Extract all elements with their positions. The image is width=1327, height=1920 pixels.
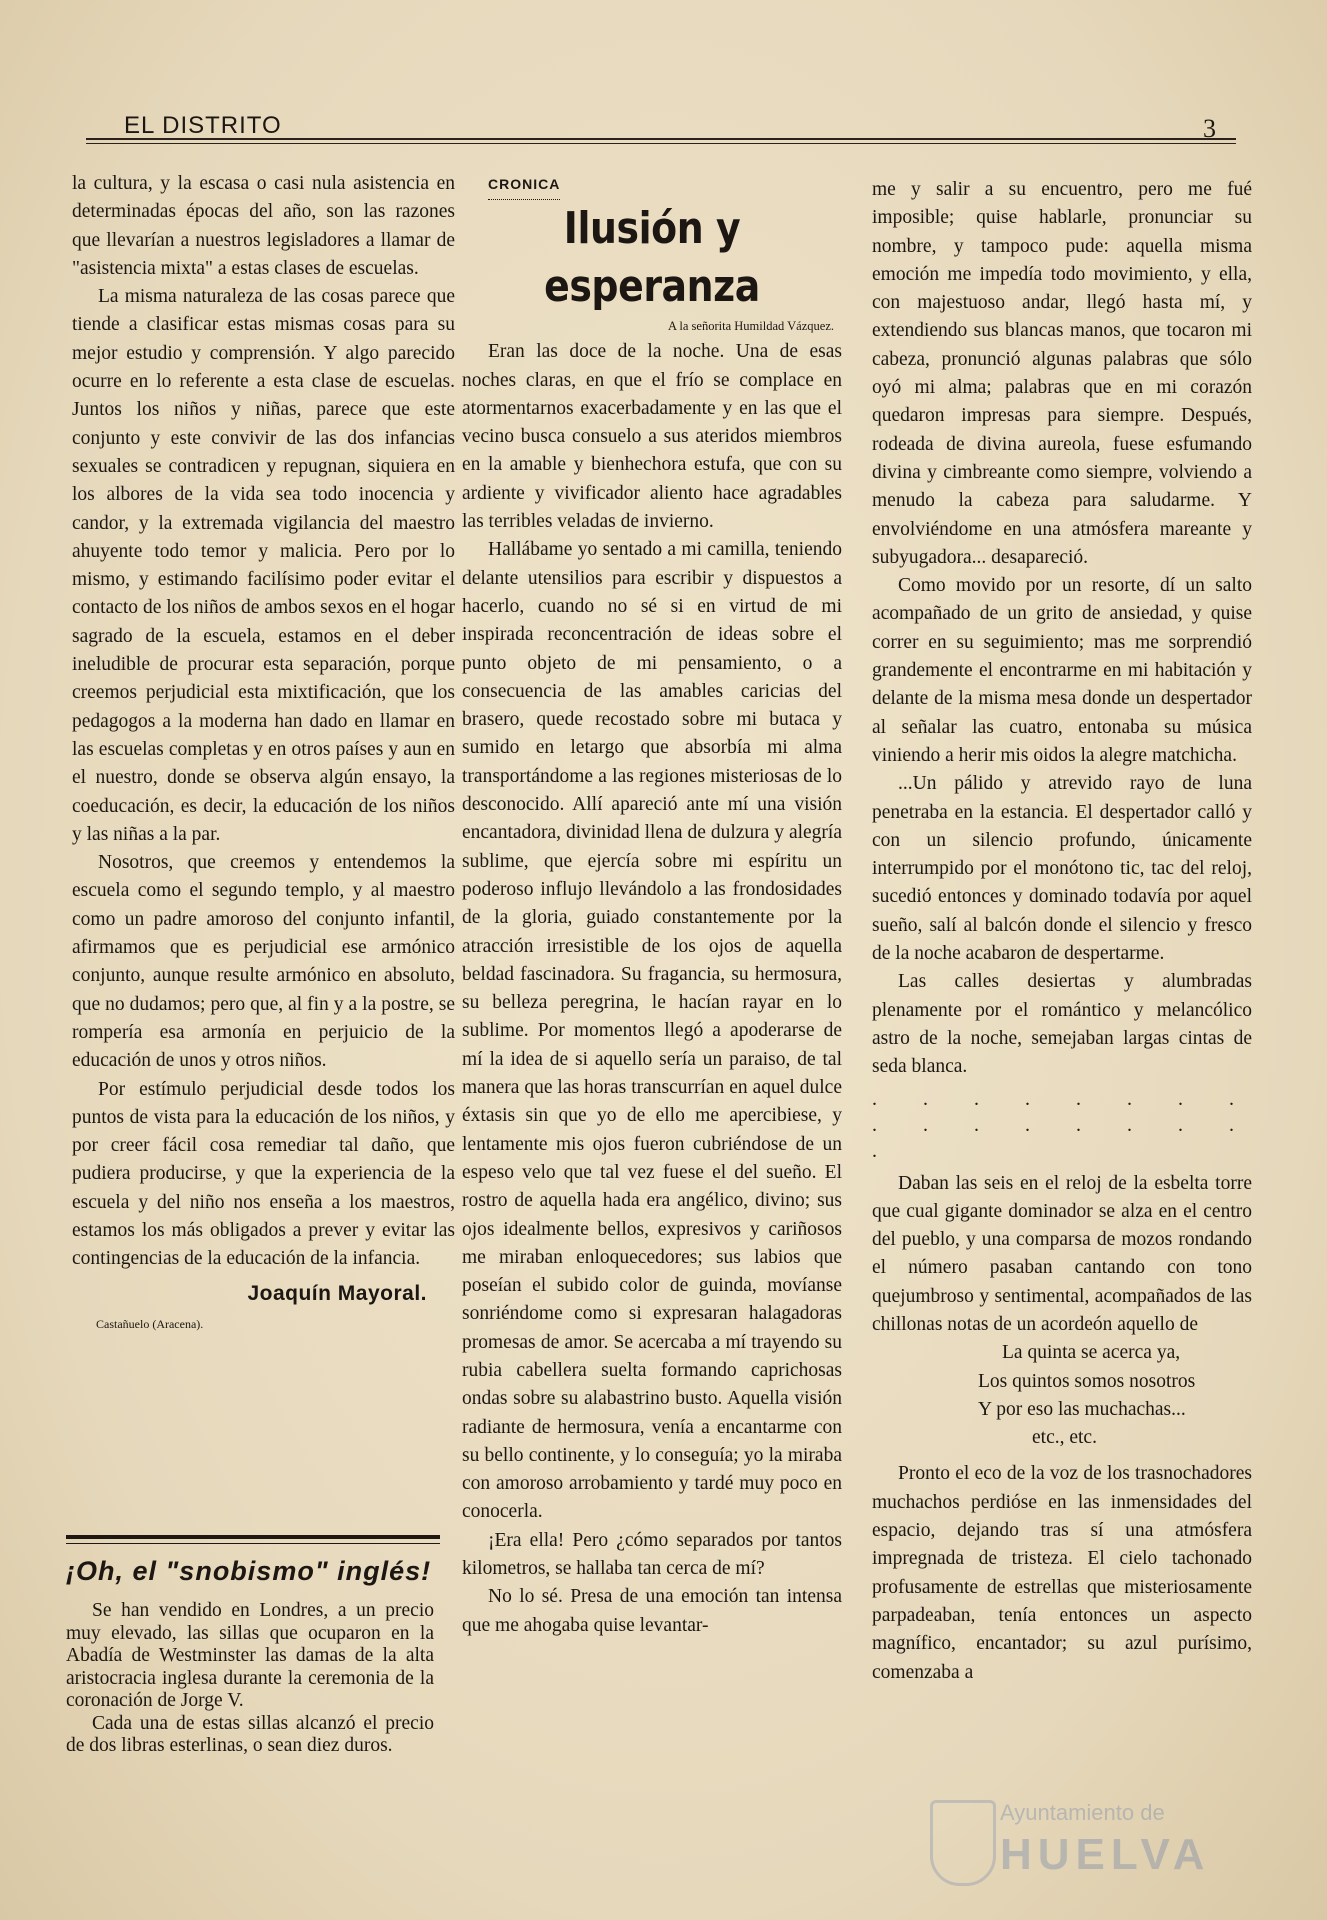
col1-paragraph: la cultura, y la escasa o casi nula asistencia en determinadas épocas del año, son las razones que llevarían a nuestros legisladores a llamar de "asistencia mixta" a estas clases de escuelas.	[72, 173, 455, 279]
page-header	[86, 108, 1246, 142]
column-1	[72, 170, 455, 1338]
author-place: Castañuelo (Aracena).	[96, 1316, 204, 1331]
section-divider-thin	[66, 1543, 440, 1544]
col1-paragraph: La misma naturaleza de las cosas parece que tiende a clasificar estas mismas cosas para su mejor estudio y comprensión. Y algo parecido ocurre en lo referente a esta clase de escuelas. Juntos los niños y niñas, parece que este conjunto y este convivir de las dos infancias sexuales se contradicen y repugnan, siquiera en los albores de la vida sea todo inocencia y candor, y la extremada vigilancia del maestro ahuyente todo temor y malicia. Pero por lo mismo, y estimando facilísimo poder evitar el contacto de los niños de ambos sexos en el hogar sagrado de la escuela, estamos en el deber ineludible de procurar esta separación, porque creemos perjudicial esta mixtificación, que los pedagogos a la moderna han dado en llamar en las escuelas completas y en otros países y aun en el nuestro, donde se observa algún ensayo, la coeducación, es decir, la educación de los niños y las niñas a la par.	[72, 286, 455, 845]
cronica-paragraph: ...Un pálido y atrevido rayo de luna penetraba en la estancia. El despertador calló y con un silencio profundo, únicamente interrumpido por el monótono tic, tac del reloj, sucedió entonces y dominado todavía por aquel sueño, salí al balcón donde el silencio y fresco de la noche acabaron de despertarme.	[872, 773, 1252, 965]
cronica-paragraph: Hallábame yo sentado a mi camilla, teniendo delante utensilios para escribir y dispuestos a hacerlo, cuando no sé si en virtud de mi inspirada reconcentración de ideas sobre el punto objeto de mi pensamiento, o a consecuencia de las amables caricias del brasero, quede recostado sobre mi butaca y sumido en letargo que absorbía mi alma transportándome a las regiones misteriosas de lo desconocido. Allí apareció ante mí una visión encantadora, divinidad llena de dulzura y alegría sublime, que ejercía sobre mi espíritu un poderoso influjo llevándolo a las frondosidades de la gloria, guiado constantemente por la atracción irresistible de los ojos de aquella beldad fascinadora. Su fragancia, su hermosura, su belleza peregrina, le hacían rayar en lo sublime. Por momentos llegó a apoderarse de mí la idea de si aquello sería un paraiso, de tal manera que las horas transcurrían en aquel dulce éxtasis sin que yo de ello me apercibiese, y lentamente mis ojos fueron cubriéndose de un espeso velo que tal vez fuese el del sueño. El rostro de aquella hada era angélico, divino; sus ojos idealmente bellos, expresivos y cariñosos me miraban enloquecedores; sus labios que poseían el subido color de guinda, movíanse sonriéndome como si expresaran halagadoras promesas de amor. Se acercaba a mí trayendo su rubia cabellera suelta formando caprichosas ondas sobre su alabastrino busto. Aquella visión radiante de hermosura, venía a encantarme con su bello continente, y lo conseguía; yo la miraba con amoroso arrobamiento y tardé muy poco en conocerla.	[462, 539, 842, 1523]
snobismo-title: ¡Oh, el "snobismo" inglés!	[66, 1556, 432, 1586]
col1-paragraph: Nosotros, que creemos y entendemos la escuela como el segundo templo, y al maestro como un padre amoroso del conjunto infantil, afirmamos que es perjudicial ese armónico conjunto, aunque resulte armónico en absoluto, que no dudamos; pero que, al fin y a la postre, se rompería esa armonía en perjuicio de la educación de unos y otros niños.	[72, 852, 455, 1072]
cronica-paragraph: ¡Era ella! Pero ¿cómo separados por tantos kilometros, se hallaba tan cerca de mí?	[462, 1529, 842, 1580]
cronica-paragraph: No lo sé. Presa de una emoción tan intensa que me ahogaba quise levantar-	[462, 1586, 842, 1636]
col1-paragraph: Por estímulo perjudicial desde todos los puntos de vista para la educación de los niños, y por creer fácil cosa remediar tal daño, que pudiera producirse, y que la experiencia de la escuela y del niño nos enseña a los maestros, estamos los más obligados a prever y evitar las contingencias de la educación de la infancia.	[72, 1078, 455, 1270]
snobismo-article	[66, 1600, 434, 1758]
verse-line: Los quintos somos nosotros	[978, 1370, 1196, 1392]
cronica-paragraph: Daban las seis en el reloj de la esbelta torre que cual gigante dominador se alza en el centro del pueblo, y una comparsa de mozos rondando el número pasaban cantando con tono quejumbroso y sentimental, acompañados de las chillonas notas de un acordeón aquello de	[872, 1172, 1252, 1335]
dotted-separator: . . . . . . . . . . . . . . . . .	[872, 1087, 1252, 1162]
archive-watermark	[930, 1800, 1260, 1890]
dedication: A la señorita Humildad Vázquez.	[667, 319, 834, 334]
snobismo-paragraph: Se han vendido en Londres, a un precio muy elevado, las sillas que ocuparon en la Abadía de Westminster las damas de la alta aristocracia inglesa durante la ceremonia de la coronación de Jorge V.	[66, 1600, 434, 1711]
verse-line: etc., etc.	[1032, 1427, 1097, 1449]
cronica-paragraph: Eran las doce de la noche. Una de esas noches claras, en que el frío se complace en atormentarnos exacerbadamente y en las que el vecino busca consuelo a sus ateridos miembros en la amable y bienhechora estufa, que con su ardiente y vivificador aliento hace agradables las terribles veladas de invierno.	[462, 341, 842, 533]
coat-of-arms-icon	[930, 1800, 996, 1886]
snobismo-paragraph: Cada una de estas sillas alcanzó el precio de dos libras esterlinas, o sean diez duros.	[66, 1712, 434, 1756]
column-2	[462, 170, 842, 1640]
page-number: 3	[1203, 114, 1216, 143]
header-rule	[86, 138, 1236, 140]
cronica-paragraph: Como movido por un resorte, dí un salto acompañado de un grito de ansiedad, y quise correr en su seguimiento; mas me sorprendió grandemente el encontrarme en mi habitación y delante de la misma mesa donde un despertador al señalar las cuatro, entonaba su música viniendo a herir mis oidos la alegre matchicha.	[872, 575, 1252, 766]
verse-line: La quinta se acerca ya,	[1002, 1342, 1181, 1364]
section-divider	[66, 1535, 440, 1539]
verse-line: Y por eso las muchachas...	[978, 1398, 1186, 1420]
header-rule-thin	[86, 143, 1236, 144]
author-signature: Joaquín Mayoral.	[247, 1281, 427, 1305]
cronica-paragraph: Las calles desiertas y alumbradas plenamente por el romántico y melancólico astro de la noche, semejaban largas cintas de seda blanca.	[872, 971, 1252, 1078]
cronica-paragraph: Pronto el eco de la voz de los trasnochadores muchachos perdióse en las inmensidades del espacio, dejando tras sí una atmósfera impregnada de tristeza. El cielo tachonado profusamente de estrellas que misteriosamente parpadeaban, tenía entonces un aspecto magnífico, encantador; su azul purísimo, comenzaba a	[872, 1463, 1252, 1683]
song-verse	[872, 1339, 1252, 1452]
watermark-line1: Ayuntamiento de	[1000, 1800, 1165, 1825]
section-label: CRONICA	[488, 170, 560, 200]
watermark-line2: HUELVA	[1000, 1830, 1211, 1879]
cronica-paragraph: me y salir a su encuentro, pero me fué imposible; quise hablarle, pronunciar su nombre, y tampoco pude: aquella misma emoción me impedía todo movimiento, y ella, con majestuoso andar, llegó hasta mí, y extendiendo sus blancas manos, que tocaron mi cabeza, pronunció algunas palabras que sólo oyó mi alma; palabras que en mi corazón quedaron impresas para siempre. Después, rodeada de divina aureola, fuese esfumando divina y cimbreante como siempre, volviendo a menudo la cabeza para saludarme. Y envolviéndome en una atmósfera mareante y subyugadora... desapareció.	[872, 179, 1252, 568]
column-3	[872, 176, 1252, 1687]
article-headline: Ilusión y esperanza	[544, 203, 760, 313]
publication-title: EL DISTRITO	[124, 112, 282, 139]
